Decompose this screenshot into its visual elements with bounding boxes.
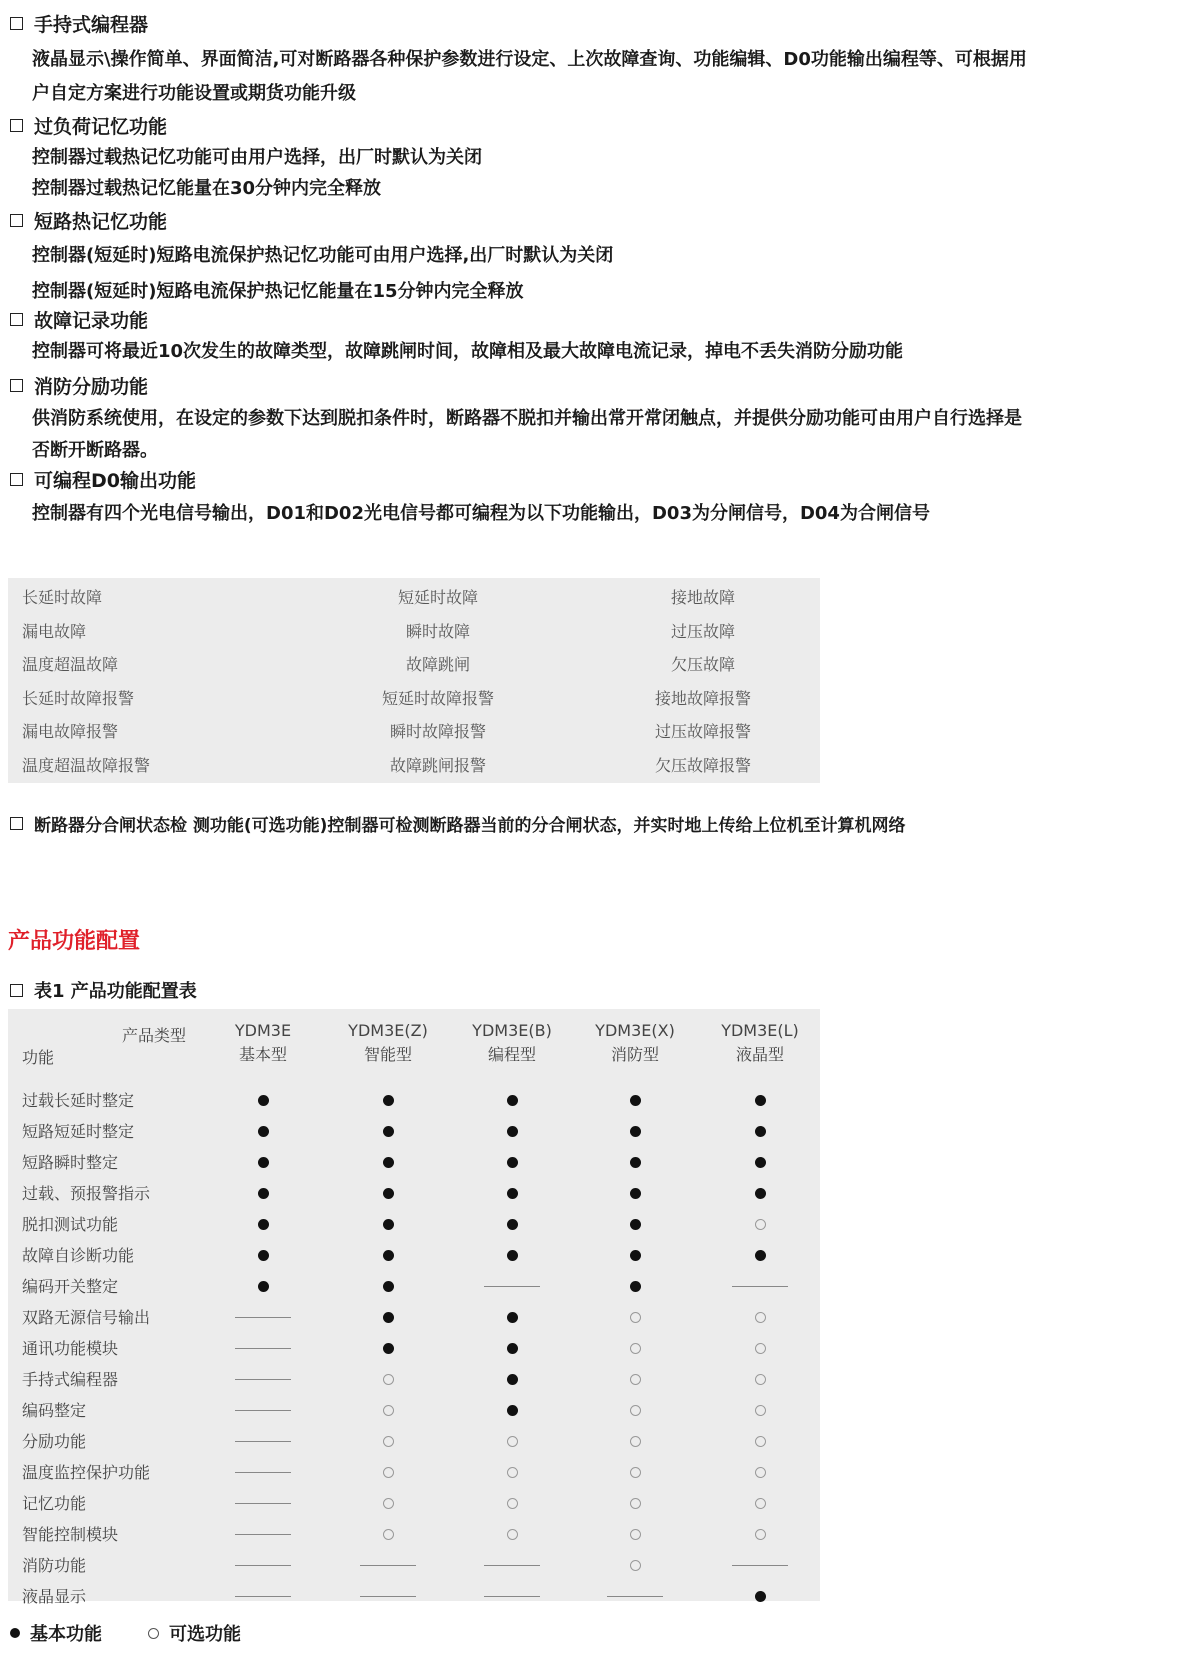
filled-dot-icon bbox=[755, 1591, 766, 1602]
optional-circle-icon bbox=[605, 1302, 665, 1333]
hollow-circle-icon bbox=[630, 1467, 641, 1478]
dash-line bbox=[484, 1565, 540, 1566]
column-model: YDM3E(B) bbox=[472, 1021, 552, 1040]
optional-circle-icon bbox=[730, 1426, 790, 1457]
basic-dot-icon bbox=[730, 1147, 790, 1178]
config-table bbox=[8, 1009, 820, 1606]
filled-dot-icon bbox=[383, 1188, 394, 1199]
basic-dot-icon bbox=[730, 1116, 790, 1147]
dash-line bbox=[484, 1286, 540, 1287]
filled-dot-icon bbox=[383, 1343, 394, 1354]
basic-dot-icon bbox=[233, 1147, 293, 1178]
basic-dot-icon bbox=[730, 1581, 790, 1612]
optional-circle-icon bbox=[605, 1457, 665, 1488]
optional-circle-icon bbox=[358, 1364, 418, 1395]
hollow-circle-icon bbox=[630, 1343, 641, 1354]
row-label: 脱扣测试功能 bbox=[22, 1215, 119, 1234]
not-available-dash bbox=[605, 1581, 665, 1612]
optional-circle-icon bbox=[730, 1333, 790, 1364]
filled-dot-icon bbox=[258, 1188, 269, 1199]
filled-dot-icon bbox=[630, 1219, 641, 1230]
feature-heading-0: 手持式编程器 bbox=[10, 10, 148, 36]
hollow-circle-icon bbox=[755, 1374, 766, 1385]
column-model: YDM3E(Z) bbox=[348, 1021, 428, 1040]
fault-cell: 漏电故障 bbox=[22, 621, 87, 641]
hollow-circle-icon bbox=[383, 1467, 394, 1478]
filled-dot-icon bbox=[507, 1250, 518, 1261]
hollow-circle-icon bbox=[630, 1560, 641, 1571]
filled-dot-icon bbox=[383, 1219, 394, 1230]
hollow-circle-icon bbox=[630, 1374, 641, 1385]
dash-line bbox=[235, 1565, 291, 1566]
basic-dot-icon bbox=[482, 1364, 542, 1395]
filled-dot-icon bbox=[630, 1126, 641, 1137]
basic-dot-icon bbox=[358, 1178, 418, 1209]
filled-dot-icon bbox=[383, 1281, 394, 1292]
hollow-circle-icon bbox=[755, 1219, 766, 1230]
column-header bbox=[208, 1019, 318, 1067]
row-label: 故障自诊断功能 bbox=[22, 1246, 135, 1265]
dash-line bbox=[235, 1534, 291, 1535]
not-available-dash bbox=[233, 1333, 293, 1364]
hollow-circle-icon bbox=[755, 1467, 766, 1478]
filled-dot-icon bbox=[258, 1157, 269, 1168]
hollow-circle-icon bbox=[630, 1312, 641, 1323]
optional-circle-icon bbox=[605, 1364, 665, 1395]
fault-cell: 短延时故障报警 bbox=[381, 688, 494, 708]
hollow-circle-icon bbox=[507, 1436, 518, 1447]
filled-dot-icon bbox=[507, 1374, 518, 1385]
dash-line bbox=[732, 1565, 788, 1566]
fault-cell: 漏电故障报警 bbox=[22, 722, 119, 741]
hollow-circle-icon bbox=[755, 1343, 766, 1354]
not-available-dash bbox=[482, 1581, 542, 1612]
feature-heading-4: 消防分励功能 bbox=[10, 372, 148, 398]
basic-dot-icon bbox=[482, 1147, 542, 1178]
fault-cell: 接地故障报警 bbox=[654, 688, 751, 708]
row-label: 短路短延时整定 bbox=[22, 1122, 135, 1141]
hollow-circle-icon bbox=[148, 1628, 159, 1639]
fault-cell: 过压故障 bbox=[670, 621, 735, 641]
basic-dot-icon bbox=[482, 1178, 542, 1209]
dash-line bbox=[235, 1410, 291, 1411]
fault-cell: 短延时故障 bbox=[397, 588, 478, 607]
filled-dot-icon bbox=[755, 1157, 766, 1168]
fault-cell: 欠压故障报警 bbox=[654, 755, 751, 775]
not-available-dash bbox=[233, 1550, 293, 1581]
checkbox-icon bbox=[10, 379, 23, 392]
dash-line bbox=[235, 1348, 291, 1349]
optional-circle-icon bbox=[482, 1488, 542, 1519]
basic-dot-icon bbox=[482, 1085, 542, 1116]
filled-dot-icon bbox=[10, 1628, 20, 1638]
basic-dot-icon bbox=[233, 1178, 293, 1209]
fault-cell: 欠压故障 bbox=[670, 655, 735, 674]
optional-circle-icon bbox=[605, 1550, 665, 1581]
header-func-label: 功能 bbox=[22, 1048, 55, 1067]
optional-circle-icon bbox=[730, 1457, 790, 1488]
filled-dot-icon bbox=[507, 1343, 518, 1354]
row-label: 编码整定 bbox=[22, 1401, 87, 1420]
basic-dot-icon bbox=[605, 1271, 665, 1302]
feature-heading-3: 故障记录功能 bbox=[10, 306, 148, 332]
dash-line bbox=[360, 1596, 416, 1597]
not-available-dash bbox=[233, 1395, 293, 1426]
column-header bbox=[705, 1019, 815, 1067]
feature-line: 控制器可将最近10次发生的故障类型，故障跳闸时间，故障相及最大故障电流记录，掉电不丢失消防分励功能 bbox=[32, 341, 904, 362]
fault-cell: 故障跳闸报警 bbox=[389, 755, 486, 775]
filled-dot-icon bbox=[630, 1281, 641, 1292]
feature-line: 否断开断路器。 bbox=[32, 440, 158, 461]
row-label: 分励功能 bbox=[22, 1432, 87, 1451]
optional-circle-icon bbox=[605, 1395, 665, 1426]
hollow-circle-icon bbox=[755, 1498, 766, 1509]
hollow-circle-icon bbox=[383, 1405, 394, 1416]
optional-circle-icon bbox=[482, 1519, 542, 1550]
filled-dot-icon bbox=[383, 1250, 394, 1261]
basic-dot-icon bbox=[605, 1147, 665, 1178]
hollow-circle-icon bbox=[383, 1529, 394, 1540]
fault-cell: 温度超温故障报警 bbox=[22, 755, 151, 775]
optional-circle-icon bbox=[605, 1488, 665, 1519]
filled-dot-icon bbox=[630, 1188, 641, 1199]
hollow-circle-icon bbox=[630, 1405, 641, 1416]
legend-optional: 可选功能 bbox=[169, 1624, 241, 1645]
basic-dot-icon bbox=[605, 1209, 665, 1240]
not-available-dash bbox=[358, 1550, 418, 1581]
checkbox-icon bbox=[10, 17, 23, 30]
basic-dot-icon bbox=[605, 1240, 665, 1271]
column-header bbox=[580, 1019, 690, 1067]
basic-dot-icon bbox=[358, 1271, 418, 1302]
row-label: 液晶显示 bbox=[22, 1587, 87, 1606]
filled-dot-icon bbox=[258, 1095, 269, 1106]
fault-cell: 故障跳闸 bbox=[405, 655, 470, 674]
feature-heading-5: 可编程D0输出功能 bbox=[10, 466, 196, 492]
column-header bbox=[333, 1019, 443, 1067]
not-available-dash bbox=[482, 1271, 542, 1302]
dash-line bbox=[235, 1503, 291, 1504]
row-label: 过载长延时整定 bbox=[22, 1091, 135, 1110]
hollow-circle-icon bbox=[383, 1498, 394, 1509]
hollow-circle-icon bbox=[507, 1498, 518, 1509]
filled-dot-icon bbox=[755, 1095, 766, 1106]
legend-basic: 基本功能 bbox=[30, 1624, 102, 1645]
row-label: 手持式编程器 bbox=[22, 1370, 119, 1389]
dash-line bbox=[484, 1596, 540, 1597]
legend bbox=[10, 1618, 241, 1648]
filled-dot-icon bbox=[507, 1126, 518, 1137]
filled-dot-icon bbox=[383, 1312, 394, 1323]
basic-dot-icon bbox=[233, 1271, 293, 1302]
not-available-dash bbox=[233, 1426, 293, 1457]
hollow-circle-icon bbox=[755, 1529, 766, 1540]
filled-dot-icon bbox=[507, 1095, 518, 1106]
row-label: 通讯功能模块 bbox=[22, 1339, 119, 1358]
optional-circle-icon bbox=[358, 1457, 418, 1488]
optional-circle-icon bbox=[482, 1457, 542, 1488]
dash-line bbox=[235, 1379, 291, 1380]
checkbox-icon bbox=[10, 473, 23, 486]
filled-dot-icon bbox=[258, 1219, 269, 1230]
status-check-feature: 断路器分合闸状态检 测功能(可选功能)控制器可检测断路器当前的分合闸状态，并实时地上传给上位机至计算机网络 bbox=[10, 808, 905, 838]
row-label: 消防功能 bbox=[22, 1556, 87, 1575]
row-label: 记忆功能 bbox=[22, 1494, 87, 1513]
dash-line bbox=[235, 1317, 291, 1318]
fault-type-table bbox=[8, 578, 820, 783]
feature-line: 供消防系统使用，在设定的参数下达到脱扣条件时，断路器不脱扣并输出常开常闭触点，并提供分励功能可由用户自行选择是 bbox=[32, 408, 1022, 429]
row-label: 双路无源信号输出 bbox=[22, 1308, 151, 1327]
filled-dot-icon bbox=[507, 1188, 518, 1199]
basic-dot-icon bbox=[482, 1333, 542, 1364]
column-model: YDM3E bbox=[234, 1021, 292, 1040]
column-type: 编程型 bbox=[487, 1045, 536, 1064]
checkbox-icon bbox=[10, 214, 23, 227]
fault-cell: 温度超温故障 bbox=[22, 655, 119, 674]
hollow-circle-icon bbox=[630, 1529, 641, 1540]
optional-circle-icon bbox=[730, 1488, 790, 1519]
filled-dot-icon bbox=[630, 1250, 641, 1261]
filled-dot-icon bbox=[383, 1095, 394, 1106]
hollow-circle-icon bbox=[630, 1498, 641, 1509]
basic-dot-icon bbox=[482, 1395, 542, 1426]
hollow-circle-icon bbox=[630, 1436, 641, 1447]
fault-cell: 瞬时故障 bbox=[405, 621, 470, 641]
basic-dot-icon bbox=[482, 1209, 542, 1240]
filled-dot-icon bbox=[755, 1126, 766, 1137]
filled-dot-icon bbox=[507, 1157, 518, 1168]
not-available-dash bbox=[233, 1581, 293, 1612]
column-model: YDM3E(L) bbox=[721, 1021, 799, 1040]
basic-dot-icon bbox=[358, 1333, 418, 1364]
optional-circle-icon bbox=[605, 1519, 665, 1550]
hollow-circle-icon bbox=[755, 1312, 766, 1323]
table-caption: 表1 产品功能配置表 bbox=[10, 976, 197, 1004]
optional-circle-icon bbox=[605, 1426, 665, 1457]
basic-dot-icon bbox=[605, 1085, 665, 1116]
optional-circle-icon bbox=[358, 1426, 418, 1457]
hollow-circle-icon bbox=[507, 1529, 518, 1540]
hollow-circle-icon bbox=[383, 1436, 394, 1447]
filled-dot-icon bbox=[507, 1405, 518, 1416]
column-type: 液晶型 bbox=[735, 1045, 784, 1064]
row-label: 智能控制模块 bbox=[22, 1525, 119, 1544]
hollow-circle-icon bbox=[755, 1405, 766, 1416]
not-available-dash bbox=[482, 1550, 542, 1581]
row-label: 温度监控保护功能 bbox=[22, 1463, 151, 1482]
row-label: 过载、预报警指示 bbox=[22, 1184, 151, 1203]
not-available-dash bbox=[233, 1519, 293, 1550]
checkbox-icon bbox=[10, 984, 23, 997]
filled-dot-icon bbox=[383, 1126, 394, 1137]
row-label: 编码开关整定 bbox=[22, 1277, 119, 1296]
basic-dot-icon bbox=[358, 1240, 418, 1271]
basic-dot-icon bbox=[730, 1178, 790, 1209]
optional-circle-icon bbox=[730, 1395, 790, 1426]
feature-heading-2: 短路热记忆功能 bbox=[10, 207, 167, 233]
basic-dot-icon bbox=[358, 1209, 418, 1240]
fault-cell: 瞬时故障报警 bbox=[389, 722, 486, 741]
optional-circle-icon bbox=[730, 1519, 790, 1550]
checkbox-icon bbox=[10, 817, 23, 830]
filled-dot-icon bbox=[755, 1188, 766, 1199]
dash-line bbox=[360, 1565, 416, 1566]
not-available-dash bbox=[730, 1271, 790, 1302]
filled-dot-icon bbox=[383, 1157, 394, 1168]
optional-circle-icon bbox=[482, 1426, 542, 1457]
basic-dot-icon bbox=[482, 1116, 542, 1147]
not-available-dash bbox=[233, 1488, 293, 1519]
optional-circle-icon bbox=[730, 1302, 790, 1333]
basic-dot-icon bbox=[482, 1302, 542, 1333]
feature-line: 控制器(短延时)短路电流保护热记忆功能可由用户选择,出厂时默认为关闭 bbox=[32, 245, 614, 266]
dash-line bbox=[235, 1441, 291, 1442]
optional-circle-icon bbox=[358, 1488, 418, 1519]
basic-dot-icon bbox=[605, 1116, 665, 1147]
not-available-dash bbox=[358, 1581, 418, 1612]
hollow-circle-icon bbox=[383, 1374, 394, 1385]
not-available-dash bbox=[730, 1550, 790, 1581]
feature-line: 控制器(短延时)短路电流保护热记忆能量在15分钟内完全释放 bbox=[32, 281, 524, 302]
filled-dot-icon bbox=[258, 1281, 269, 1292]
column-model: YDM3E(X) bbox=[595, 1021, 675, 1040]
dash-line bbox=[235, 1472, 291, 1473]
filled-dot-icon bbox=[507, 1219, 518, 1230]
filled-dot-icon bbox=[258, 1250, 269, 1261]
not-available-dash bbox=[233, 1364, 293, 1395]
feature-heading-1: 过负荷记忆功能 bbox=[10, 112, 167, 138]
basic-dot-icon bbox=[730, 1085, 790, 1116]
basic-dot-icon bbox=[730, 1240, 790, 1271]
not-available-dash bbox=[233, 1302, 293, 1333]
row-label: 短路瞬时整定 bbox=[22, 1153, 119, 1172]
filled-dot-icon bbox=[755, 1250, 766, 1261]
filled-dot-icon bbox=[630, 1157, 641, 1168]
fault-cell: 接地故障 bbox=[670, 588, 735, 607]
checkbox-icon bbox=[10, 119, 23, 132]
basic-dot-icon bbox=[358, 1116, 418, 1147]
fault-cell: 长延时故障 bbox=[22, 588, 103, 607]
fault-cell: 长延时故障报警 bbox=[22, 688, 135, 708]
feature-line: 液晶显示\操作简单、界面简洁,可对断路器各种保护参数进行设定、上次故障查询、功能编辑、D0功能输出编程等、可根据用 bbox=[32, 49, 1027, 70]
hollow-circle-icon bbox=[755, 1436, 766, 1447]
dash-line bbox=[235, 1596, 291, 1597]
feature-line: 控制器有四个光电信号输出，D01和D02光电信号都可编程为以下功能输出，D03为分闸信号，D04为合闸信号 bbox=[32, 503, 930, 524]
basic-dot-icon bbox=[605, 1178, 665, 1209]
basic-dot-icon bbox=[233, 1209, 293, 1240]
not-available-dash bbox=[233, 1457, 293, 1488]
feature-line: 控制器过载热记忆功能可由用户选择，出厂时默认为关闭 bbox=[32, 147, 482, 168]
basic-dot-icon bbox=[482, 1240, 542, 1271]
basic-dot-icon bbox=[358, 1085, 418, 1116]
basic-dot-icon bbox=[233, 1085, 293, 1116]
basic-dot-icon bbox=[233, 1116, 293, 1147]
column-type: 消防型 bbox=[610, 1045, 659, 1064]
optional-circle-icon bbox=[358, 1395, 418, 1426]
optional-circle-icon bbox=[730, 1364, 790, 1395]
section-title: 产品功能配置 bbox=[8, 929, 141, 954]
filled-dot-icon bbox=[630, 1095, 641, 1106]
basic-dot-icon bbox=[358, 1147, 418, 1178]
header-type-label: 产品类型 bbox=[122, 1026, 187, 1045]
column-type: 智能型 bbox=[363, 1045, 412, 1064]
column-header bbox=[457, 1019, 567, 1067]
column-type: 基本型 bbox=[238, 1045, 287, 1064]
optional-circle-icon bbox=[730, 1209, 790, 1240]
filled-dot-icon bbox=[507, 1312, 518, 1323]
dash-line bbox=[607, 1596, 663, 1597]
checkbox-icon bbox=[10, 313, 23, 326]
optional-circle-icon bbox=[358, 1519, 418, 1550]
feature-line: 控制器过载热记忆能量在30分钟内完全释放 bbox=[32, 178, 382, 199]
hollow-circle-icon bbox=[507, 1467, 518, 1478]
dash-line bbox=[732, 1286, 788, 1287]
filled-dot-icon bbox=[258, 1126, 269, 1137]
basic-dot-icon bbox=[233, 1240, 293, 1271]
basic-dot-icon bbox=[358, 1302, 418, 1333]
optional-circle-icon bbox=[605, 1333, 665, 1364]
feature-line: 户自定方案进行功能设置或期货功能升级 bbox=[32, 83, 356, 104]
fault-cell: 过压故障报警 bbox=[654, 722, 751, 741]
